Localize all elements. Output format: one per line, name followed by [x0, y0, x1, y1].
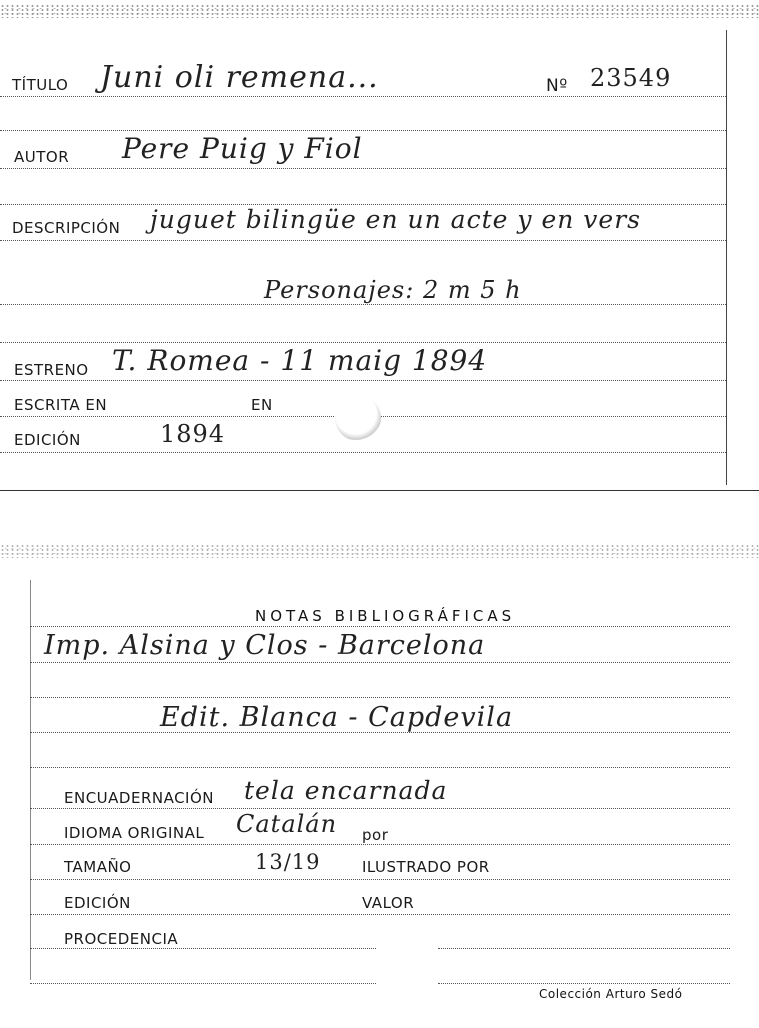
descripcion-rule: [0, 240, 726, 241]
estreno-label: ESTRENO: [14, 361, 89, 379]
descripcion-label: DESCRIPCIÓN: [12, 219, 121, 237]
note-rule-2: [30, 697, 730, 698]
heading-rule: [30, 626, 730, 627]
por-label: por: [362, 826, 389, 844]
paper-blot: [335, 395, 381, 441]
row-rule-1: [0, 130, 726, 131]
notes-edicion-label: EDICIÓN: [64, 894, 131, 912]
numero-label: Nº: [546, 76, 568, 96]
edicion-rule: [0, 452, 726, 453]
titulo-rule: [0, 96, 726, 97]
procedencia-rule-right: [438, 948, 730, 949]
tamano-value: 13/19: [255, 850, 321, 874]
encuadernacion-label: ENCUADERNACIÓN: [64, 789, 215, 807]
titulo-value: Juni oli remena...: [100, 60, 379, 95]
note-rule-3: [30, 732, 730, 733]
idioma-rule: [30, 844, 730, 845]
ilustrado-label: ILUSTRADO POR: [362, 858, 490, 876]
valor-label: VALOR: [362, 894, 415, 912]
autor-value: Pere Puig y Fiol: [122, 132, 363, 165]
idioma-value: Catalán: [236, 810, 338, 838]
personajes-value: Personajes: 2 m 5 h: [264, 276, 522, 304]
titulo-label: TÍTULO: [12, 76, 69, 94]
estreno-value: T. Romea - 11 maig 1894: [112, 344, 488, 377]
note-rule-1: [30, 662, 730, 663]
idioma-label: IDIOMA ORIGINAL: [64, 824, 205, 842]
edicion-label: EDICIÓN: [14, 431, 81, 449]
personajes-rule: [0, 304, 726, 305]
note-line-2: Edit. Blanca - Capdevila: [160, 702, 514, 733]
tamano-rule: [30, 879, 730, 880]
estreno-rule: [0, 380, 726, 381]
note-line-1: Imp. Alsina y Clos - Barcelona: [44, 630, 486, 661]
torn-edge-top: [0, 4, 759, 18]
note-rule-4: [30, 767, 730, 768]
encuadernacion-value: tela encarnada: [244, 776, 448, 805]
notes-heading: NOTAS BIBLIOGRÁFICAS: [255, 607, 516, 625]
edicion-value: 1894: [160, 420, 226, 448]
card-bottom-border: [0, 490, 759, 491]
encuadernacion-rule: [30, 808, 730, 809]
procedencia-rule-left: [30, 948, 376, 949]
collection-credit: Colección Arturo Sedó: [539, 987, 683, 1001]
edicion-valor-rule: [30, 914, 730, 915]
en-label: EN: [251, 396, 273, 414]
procedencia-label: PROCEDENCIA: [64, 930, 179, 948]
card-right-border: [726, 30, 727, 485]
bottom-rule-left: [30, 983, 376, 984]
catalog-card-top: [0, 0, 759, 495]
row-rule-3: [0, 342, 726, 343]
autor-label: AUTOR: [14, 148, 70, 166]
tamano-label: TAMAÑO: [64, 858, 132, 876]
autor-rule: [0, 168, 726, 169]
numero-value: 23549: [590, 64, 672, 92]
escrita-en-label: ESCRITA EN: [14, 396, 108, 414]
descripcion-value: juguet bilingüe en un acte y en vers: [150, 205, 641, 234]
bottom-rule-right: [438, 983, 730, 984]
notes-left-margin: [30, 580, 31, 980]
torn-edge-middle: [0, 544, 759, 558]
